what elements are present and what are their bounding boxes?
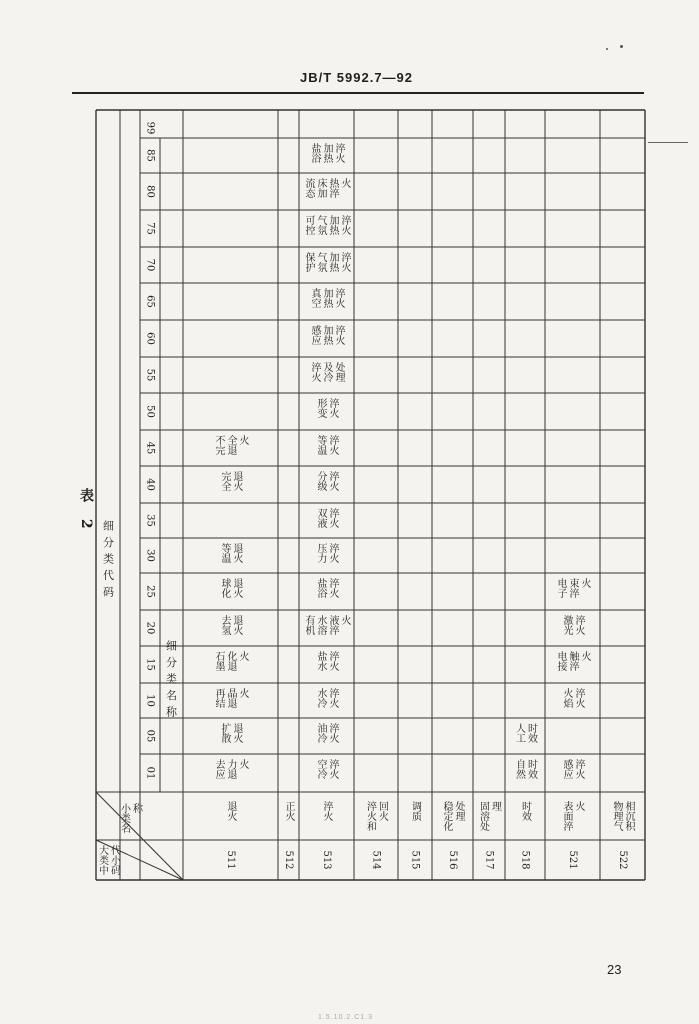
cell-text-line: 自然 (513, 759, 525, 779)
cell-text-line: 盐浴 (309, 143, 320, 163)
cell-text-line: 大类中 (96, 845, 108, 875)
code-05: 05 (144, 729, 156, 743)
row-code-511: 511 (225, 850, 236, 870)
cell-text-line: 床加 (315, 178, 326, 198)
cell-text-line: 及冷 (321, 362, 332, 382)
cell-521-01 (561, 758, 585, 780)
cell-text-line: 淬火和 (364, 801, 376, 831)
cell-text-line: 处理 (333, 362, 344, 382)
cell-text-line: 淬火 (327, 578, 338, 598)
cell-text-line: 火 (573, 801, 584, 811)
cell-513-55 (309, 361, 345, 383)
code-01: 01 (144, 766, 156, 780)
cell-text-line: 淬火 (321, 801, 332, 821)
cell-text-line: 电接 (555, 651, 566, 671)
cell-513-85 (309, 142, 345, 164)
cell-513-75 (303, 214, 351, 236)
cell-text-line: 回火 (376, 801, 388, 821)
cell-text-line: 淬火 (333, 288, 344, 308)
cell-text-line: 石墨 (213, 651, 224, 671)
cell-511-25 (219, 577, 243, 599)
row-code-518: 518 (519, 850, 531, 870)
corner-right (119, 802, 143, 834)
cell-513-05 (315, 722, 339, 744)
row-name-516 (441, 800, 465, 831)
cell-text-line: 退火 (231, 471, 242, 491)
cell-text-line: 气氛 (315, 252, 326, 272)
cell-text-line: 淬火 (327, 398, 338, 418)
row-code-516: 516 (447, 850, 458, 870)
cell-text-line: 流态 (303, 178, 314, 198)
cell-text-line: 加热 (321, 325, 332, 345)
code-40: 40 (144, 478, 156, 491)
cell-text-line: 去氢 (219, 615, 230, 635)
cell-text-line: 晶退 (225, 688, 236, 708)
code-30: 30 (144, 549, 156, 562)
cell-text-line: 不完 (213, 435, 224, 455)
row-name-521 (561, 800, 585, 832)
cell-text-line: 空冷 (315, 759, 326, 779)
cell-text-line: 感应 (561, 759, 572, 779)
code-85: 85 (144, 149, 156, 162)
cell-text-line: 液淬 (327, 615, 338, 635)
cell-text-line: 人工 (513, 723, 525, 743)
cell-text-line: 时效 (525, 723, 537, 743)
cell-text-line: 淬火 (333, 325, 344, 345)
code-50: 50 (144, 405, 156, 418)
cell-513-40 (315, 470, 339, 492)
cell-511-01 (213, 758, 249, 780)
code-45: 45 (144, 441, 156, 455)
cell-text-line: 等温 (219, 543, 230, 563)
row-name-518 (520, 800, 532, 822)
cell-text-line: 气氛 (315, 215, 326, 235)
cell-text-line: 水溶 (315, 615, 326, 635)
cell-513-45 (315, 434, 339, 456)
cell-511-15 (213, 650, 249, 671)
cell-511-45 (213, 434, 249, 455)
code-25: 25 (144, 585, 156, 598)
cell-text-line: 表面淬 (561, 801, 572, 831)
cell-text-line: 火 (579, 651, 590, 661)
cell-text-line: 相沉积 (623, 801, 634, 831)
cell-text-line: 可控 (303, 215, 314, 235)
cell-text-line: 盐浴 (315, 578, 326, 598)
cell-text-line: 球化 (219, 578, 230, 598)
cell-text-line: 电子 (555, 578, 566, 598)
cell-text-line: 稳定化 (441, 801, 452, 831)
row-name-522 (611, 800, 635, 832)
cell-511-10 (213, 687, 249, 709)
cell-text-line: 完全 (219, 471, 230, 491)
cell-text-line: 退火 (231, 615, 242, 635)
cell-text-line: 淬火 (573, 615, 584, 635)
cell-513-65 (309, 287, 345, 309)
cell-text-line: 油冷 (315, 723, 326, 743)
cell-text-line: 触淬 (567, 651, 578, 671)
cell-text-line: 加热 (321, 143, 332, 163)
cell-text-line: 称 (130, 803, 142, 813)
cell-text-line: 正火 (283, 801, 294, 821)
cell-text-line: 理 (489, 801, 501, 811)
cell-511-20 (219, 614, 243, 636)
cell-text-line: 形变 (315, 398, 326, 418)
cell-text-line: 退火 (231, 543, 242, 563)
row-name-512 (283, 801, 295, 822)
cell-text-line: 淬火 (327, 688, 338, 708)
code-70: 70 (144, 258, 156, 272)
cell-text-line: 盐水 (315, 651, 326, 671)
row-name-515 (410, 801, 422, 822)
cell-text-line: 固溶处 (477, 801, 489, 831)
cell-511-30 (219, 542, 243, 564)
cell-text-line: 感应 (309, 325, 320, 345)
cell-text-line: 火焰 (561, 688, 572, 708)
code-80: 80 (144, 185, 156, 198)
cell-513-70 (303, 251, 351, 273)
cell-text-line: 淬火 (573, 759, 584, 779)
cell-511-40 (219, 470, 243, 492)
cell-518-01 (514, 758, 538, 780)
cell-text-line: 全退 (225, 435, 236, 455)
cell-text-line: 退火 (231, 578, 242, 598)
cell-text-line: 再结 (213, 688, 224, 708)
cell-text-line: 化退 (225, 651, 236, 671)
cell-text-line: 处理 (453, 801, 464, 821)
row-code-512: 512 (283, 850, 294, 870)
cell-513-50 (315, 397, 339, 419)
cell-513-25 (315, 577, 339, 599)
row-name-514 (365, 800, 389, 832)
cell-text-line: 小类名 (118, 803, 130, 833)
cell-521-20 (561, 614, 585, 636)
cell-text-line: 淬火 (573, 688, 584, 708)
cell-text-line: 时效 (519, 801, 531, 821)
cell-text-line: 退火 (225, 801, 236, 821)
cell-521-10 (561, 687, 585, 709)
cell-text-line: 激光 (561, 615, 572, 635)
cell-text-line: 退火 (231, 723, 242, 743)
cell-text-line: 物理气 (611, 801, 622, 831)
cell-513-60 (309, 324, 345, 346)
cell-text-line: 扩散 (219, 723, 230, 743)
cell-text-line: 火 (237, 688, 248, 698)
cell-text-line: 淬火 (327, 508, 338, 528)
row-name-511 (225, 801, 237, 822)
cell-511-05 (219, 722, 243, 744)
cell-text-line: 水冷 (315, 688, 326, 708)
cell-text-line: 热淬 (327, 178, 338, 198)
cell-text-line: 火 (339, 615, 350, 625)
code-10: 10 (144, 694, 156, 707)
code-60: 60 (144, 332, 156, 345)
cell-text-line: 淬火 (327, 543, 338, 563)
code-55: 55 (144, 368, 156, 382)
cell-521-15 (555, 650, 591, 672)
cell-text-line: 分级 (315, 471, 326, 491)
cell-text-line: 火 (579, 578, 590, 588)
cell-text-line: 去应 (213, 759, 224, 779)
cell-text-line: 淬火 (309, 362, 320, 382)
page-number: 23 (607, 962, 622, 977)
cell-text-line: 淬火 (327, 471, 338, 491)
cell-513-01 (315, 758, 339, 780)
row-code-517: 517 (483, 850, 495, 870)
cell-text-line: 火 (237, 435, 248, 445)
cell-513-35 (315, 507, 339, 529)
cell-513-20 (303, 614, 351, 636)
cell-text-line: 双液 (315, 508, 326, 528)
cell-text-line: 时效 (525, 759, 537, 779)
row-code-521: 521 (567, 850, 578, 870)
code-15: 15 (144, 658, 156, 671)
row-name-517 (478, 801, 502, 831)
cell-513-15 (315, 650, 339, 672)
cell-513-10 (315, 687, 339, 709)
code-65: 65 (144, 295, 156, 308)
row-code-515: 515 (409, 850, 421, 870)
footer-faint-text: 1.5.10.2.C1.3 (318, 1014, 374, 1021)
cell-513-80 (303, 177, 351, 199)
cell-text-line: 真空 (309, 288, 320, 308)
cell-text-line: 有机 (303, 615, 314, 635)
code-99: 99 (144, 121, 156, 135)
code-75: 75 (144, 222, 156, 235)
cell-text-line: 力退 (225, 759, 236, 779)
code-35: 35 (144, 514, 156, 527)
row-name-513 (321, 800, 333, 822)
cell-text-line: 加热 (327, 215, 338, 235)
cell-text-line: 加热 (321, 288, 332, 308)
cell-text-line: 束淬 (567, 578, 578, 598)
document-code: JB/T 5992.7—92 (300, 70, 414, 85)
row-code-513: 513 (321, 850, 332, 870)
cell-text-line: 加热 (327, 252, 338, 272)
scan-speck (620, 45, 623, 48)
cell-text-line: 代小码 (108, 845, 120, 875)
cell-text-line: 等温 (315, 435, 326, 455)
cell-text-line: 保护 (303, 252, 314, 272)
cell-text-line: 调质 (409, 801, 421, 821)
cell-text-line: 火 (237, 759, 248, 769)
cell-text-line: 火 (237, 651, 248, 661)
cell-521-25 (555, 577, 591, 599)
cell-text-line: 淬火 (327, 723, 338, 743)
row-code-514: 514 (370, 850, 382, 870)
cell-text-line: 淬火 (327, 435, 338, 455)
cell-text-line: 火 (339, 178, 350, 188)
corner-left (97, 844, 121, 876)
scan-speck (606, 48, 608, 50)
cell-518-05 (514, 722, 538, 744)
row-code-522: 522 (617, 850, 628, 870)
cell-text-line: 淬火 (333, 143, 344, 163)
cell-text-line: 淬火 (339, 215, 350, 235)
code-20: 20 (144, 621, 156, 635)
cell-text-line: 淬火 (327, 759, 338, 779)
cell-text-line: 淬火 (327, 651, 338, 671)
cell-513-30 (315, 542, 339, 564)
cell-text-line: 淬火 (339, 252, 350, 272)
cell-text-line: 压力 (315, 543, 326, 563)
code-group-label: 细 分 类 代 码 (101, 520, 115, 598)
table-title: 表 2 (78, 488, 94, 535)
name-group-label: 细 分 类 名 称 (164, 640, 178, 718)
